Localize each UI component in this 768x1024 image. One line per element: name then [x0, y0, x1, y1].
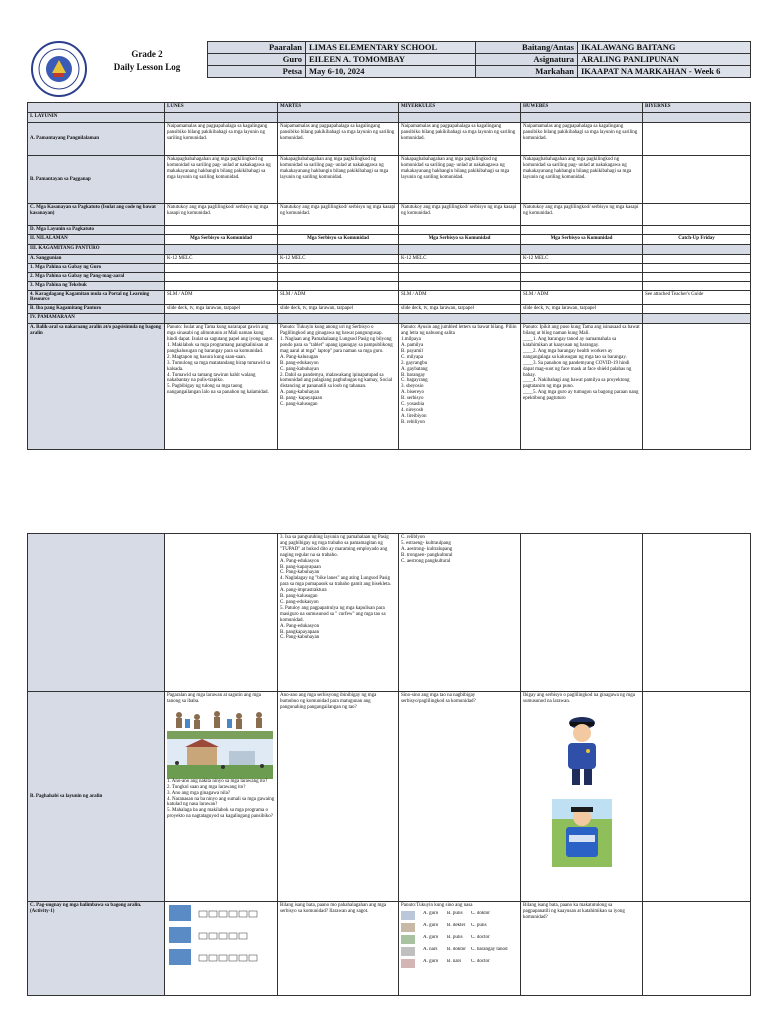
quiz-picture	[401, 911, 415, 920]
quiz-picture	[401, 947, 415, 956]
community-activity-image-1	[167, 705, 273, 739]
grade-label: Grade 2	[131, 49, 163, 59]
section-layunin: I. LAYUNIN	[28, 113, 165, 123]
table-row: A. Balik-aral sa nakaraang aralin at/o pagsisimula ng bagong aralin Panuto: Isulat ang Tama kung nararapat gawin ang mga sinasabi ng alituntunin at Mali naman kung hindi dapat. Isulat sa sagutang papel ang iyong sagot. 1. Makilahok sa mga programang pangkalinisan at pangkalusugan ng barangay para sa komunidad. 2. Magtapon ng basura kung saan-saan. 3. Tumulong sa mga matatandang hirap tumawid sa kalsada. 4. Tumawid sa tamang tawiran kahit walang nakabantay na pulis-trapiko. 5. Pagbibigay ng tulong sa mga taong nangangailangan lalo na sa panahon ng kalamidad. Panuto: Tukuyin kung anong uri ng Serbisyo o Paglilingkod ang ginagawa ng bawat pangungusap. 1. Naglaan ang Pamahalaang Lungsod Pasig ng bilyong pondo para sa "tablet" upang igaungay sa pampublikong mag aaral at mga" laptop" para naman sa mga guro. A. Pang-kalusugan B. pang-edukasyon C. pang-kabuhayan 2. Dahil sa pandemya, malawakang ipinapatupad sa komunidad ang palagiang paghuhugas ng kamay, Social distancing at pananatili sa loob ng tahanan. A. pang-kabuhayan B. pang- kapayapaan C. pang-kalusugan Panuto: Ayusin ang jumbled letters sa bawat bilang. Piliin ang letra ng nabuong salita 1.milpaya A. pamilya B. payamil C. milyapa 2. gayrangbu A. gaybatang B. barangay C. bagayrang 3. sbeyosio A. bisereyo B. serbisyo C. yosasbia 4. nireyosb A. lireibiyon B. rebiliyon Panuto: Ipikit ang puso kung Tama ang isinasaad sa bawat bilang at bilog naman kung Mali. ____1. Ang barangay tanod ay namamahala sa katahimikan at kaayusan ng barangay. ____2. Ang mga barangay health workers ay nangangalaga sa kalusugan ng mga tao sa barangay. ____3. Sa panahon ng pandemyang COVID-19 hindi dapat mag-suot ng face mask at face shield palabas ng bahay. ____4. Nakibahagi ang bawat pamilya sa proyektong pagtatanim ng mga puno. ____5. Ang mga guro ay tumugon sa bagong paraan nang epektibong pagtuturo	[28, 324, 751, 450]
table-row: 2. Mga Pahina sa Gabay ng Pang-mag-aaral	[28, 272, 751, 281]
section-row: II. NILALAMAN Mga Serbisyo sa Komunidad Mga Serbisyo sa Komunidad Mga Serbisyo sa Komunidad Mga Serbisyo sa Komunidad Catch-Up Friday	[28, 234, 751, 244]
lesson-grid-page-2	[27, 533, 751, 996]
table-row: 1. Mga Pahina sa Gabay ng Guro	[28, 263, 751, 272]
table-row: B. Pamantayan sa Pagganap Nakapagbabahagahan ang mga pagkilingkod ng komunidad sa sariling pag- unlad at nakakagawa ng makakayanang hakbangin bilang pakikibahagi sa mga layunin ng sariling komunidad. Nakapagbabahagahan ang mga pagkilingkod ng komunidad sa sariling pag- unlad at nakakagawa ng makakayanang hakbangin bilang pakikibahagi sa mga layunin ng sariling komunidad. Nakapagbabahagahan ang mga pagkilingkod ng komunidad sa sariling pag- unlad at nakakagawa ng makakayanang hakbangin bilang pakikibahagi sa mga layunin ng sariling komunidad. Nakapagbabahagahan ang mga pagkilingkod ng komunidad sa sariling pag- unlad at nakakagawa ng makakayanang hakbangin bilang pakikibahagi sa mga layunin ng sariling komunidad.	[28, 156, 751, 204]
deped-seal-logo	[30, 40, 88, 98]
lesson-grid-page-1	[27, 102, 751, 450]
grade-title	[92, 48, 202, 74]
header-row: Paaralan LIMAS ELEMENTARY SCHOOL Baitang/Antas IKALAWANG BAITANG	[208, 42, 751, 54]
table-row: B. Iba pang Kagamitang Panturo slide deck, tv, mga larawan, tarpapel slide deck, tv, mga larawan, tarpapel slide deck, tv, mga larawan, tarpapel slide deck, tv, mga larawan, tarpapel	[28, 305, 751, 314]
table-row: C. Mga Kasanayan sa Pagkatuto (Isulat ang code ng bawat kasanayan) Natutukoy ang mga paglilingkod/ serbisyo ng mga kasapi ng komunidad. Natutukoy ang mga paglilingkod/ serbisyo ng mga kasapi ng komunidad. Natutukoy ang mga paglilingkod/ serbisyo ng mga kasapi ng komunidad. Natutukoy ang mga paglilingkod/ serbisyo ng mga kasapi ng komunidad.	[28, 204, 751, 226]
table-row: 3. Isa sa panguruhing layunin ng pamahalaan ng Pasig ang pagbibigay ng mga trabaho sa pamamagitan ng "TUPAD" at bukod dito ay maraming employado ang naging regular na sa trabaho. A. Pang-edukasyon B. pang-kapayapaan C. Pang-kabuhayan 4. Naglalagay ng "bike lanes" ang ating Lungsod Pasig para sa mga pumapasok sa trabaho gamit ang bisekleta. A. pang-imprastraktura B. pang-kalusugan C. pang-edukasyon 5. Patuloy ang pagpapatrulya ng mga kapulisan para masiguro na sumusunod sa " curfew" ang mga tao sa komunidad. A. Pang-edukasyon B. pangkapayapaan C. Pang-kabuhayan C. reliblyon 5. estraeng- kultraulpang A. aestrong- kultralupang B. trongaen- pangkultural C. aestrong pangkultural	[28, 534, 751, 692]
quiz-picture	[401, 923, 415, 932]
table-row: B. Paghahabi sa layunin ng aralin Pagaralan ang mga larawan at sagutin ang mga tanong sa ibaba. 1. Ano-ano ang nakita ninyo sa mga larawang ito? 2. Tungkol saan ang mga larawang ito? 3. Ano ang mga ginagawa nila? 4. Naranasan na ba ninyo ang sumali sa mga gawaing katulad ng nasa larawan? 5. Mahalaga ba ang makilahok sa mga programa o proyekto na nagtataguyod sa kagalingang pansibiko? Ano-ano ang mga serbisyong ibinibigay ng mga bumubuo ng komunidad para matugunan ang pangunahing pangangailangan ng tao? Sino-sino ang mga tao na nagbibigay serbisyo/paglilingkod sa komunidad? Ibigay ang serbisyo o paglilingkod na ginagawa ng mga sumusunod na larawan.	[28, 692, 751, 902]
table-row: 3. Mga Pahina ng Teksbuk	[28, 281, 751, 290]
table-row: C. Pag-uugnay ng mga halimbawa sa bagong aralin. (Activity-1) Bilang isang bata, paano mo pahahalagahan ang mga serbisyo sa komunidad? Ilarawan ang sagot. Panuto:Tukuyin kung sino ang nasa A. guro B. pulis C. doktor A. guro B. dekter C. pulis A. guro B. pulis C. doctor A. nars B. doktor C. barangay tanod A. guro B. nars C. doctor Bilang isang bata, paano ka makatutulong sa pagpapanatili ng kaayusan at katahimikan sa iyong komunidad?	[28, 902, 751, 996]
header-row: Petsa May 6-10, 2024 Markahan IKAAPAT NA MARKAHAN - Week 6	[208, 66, 751, 78]
occupation-quiz	[401, 911, 513, 971]
list-item: A. guro B. dekter C. pulis	[401, 923, 513, 935]
header-row: Guro EILEEN A. TOMOMBAY Asignatura ARALING PANLIPUNAN	[208, 54, 751, 66]
section-row	[28, 113, 751, 123]
section-pamamaraan: IV. PAMAMARAAN	[28, 314, 165, 324]
quiz-picture	[401, 959, 415, 968]
day-thursday: HUWEBES	[521, 103, 643, 113]
community-activity-image-2	[167, 739, 273, 779]
section-nilalaman: II. NILALAMAN	[28, 234, 165, 244]
police-officer-image	[558, 713, 606, 789]
section-row	[28, 244, 751, 254]
table-row: 4. Karagdagang Kagamitan mula sa Portal ng Learning Resource SLM / ADM SLM / ADM SLM / ADM SLM / ADM See attached Teacher's Guide	[28, 290, 751, 305]
day-header-row	[28, 103, 751, 113]
list-item: A. guro B. pulis C. doktor	[401, 911, 513, 923]
section-kagamitan: III. KAGAMITANG PANTURO	[28, 244, 165, 254]
list-item: A. guro B. pulis C. doctor	[401, 935, 513, 947]
table-row: D. Mga Layunin sa Pagkatuto	[28, 226, 751, 235]
day-monday: LUNES	[165, 103, 278, 113]
header-info-table	[207, 41, 751, 78]
table-row: A. Sanggunian K-12 MELC K-12 MELC K-12 MELC K-12 MELC	[28, 254, 751, 263]
barangay-tanod-image	[552, 799, 612, 867]
day-friday: BIYERNES	[643, 103, 751, 113]
dll-label: Daily Lesson Log	[113, 62, 181, 72]
section-row	[28, 314, 751, 324]
table-row: A. Pamantayang Pangnilalaman Naipamamalas ang pagpapahalaga sa kagalingang pansibiko bilang pakikibahagi sa mga layunin ng sariling komunidad. Naipamamalas ang pagpapahalaga sa kagalingang pansibiko bilang pakikibahagi sa mga layunin ng sariling komunidad. Naipamamalas ang pagpapahalaga sa kagalingang pansibiko bilang pakikibahagi sa mga layunin ng sariling komunidad. Naipamamalas ang pagpapahalaga sa kagalingang pansibiko bilang pakikibahagi sa mga layunin ng sariling komunidad.	[28, 123, 751, 156]
quiz-picture	[401, 935, 415, 944]
activity-worksheet-image	[167, 903, 275, 969]
day-wednesday: MIYERKULES	[399, 103, 521, 113]
list-item: A. nars B. doktor C. barangay tanod	[401, 947, 513, 959]
day-tuesday: MARTES	[278, 103, 399, 113]
list-item: A. guro B. nars C. doctor	[401, 959, 513, 971]
